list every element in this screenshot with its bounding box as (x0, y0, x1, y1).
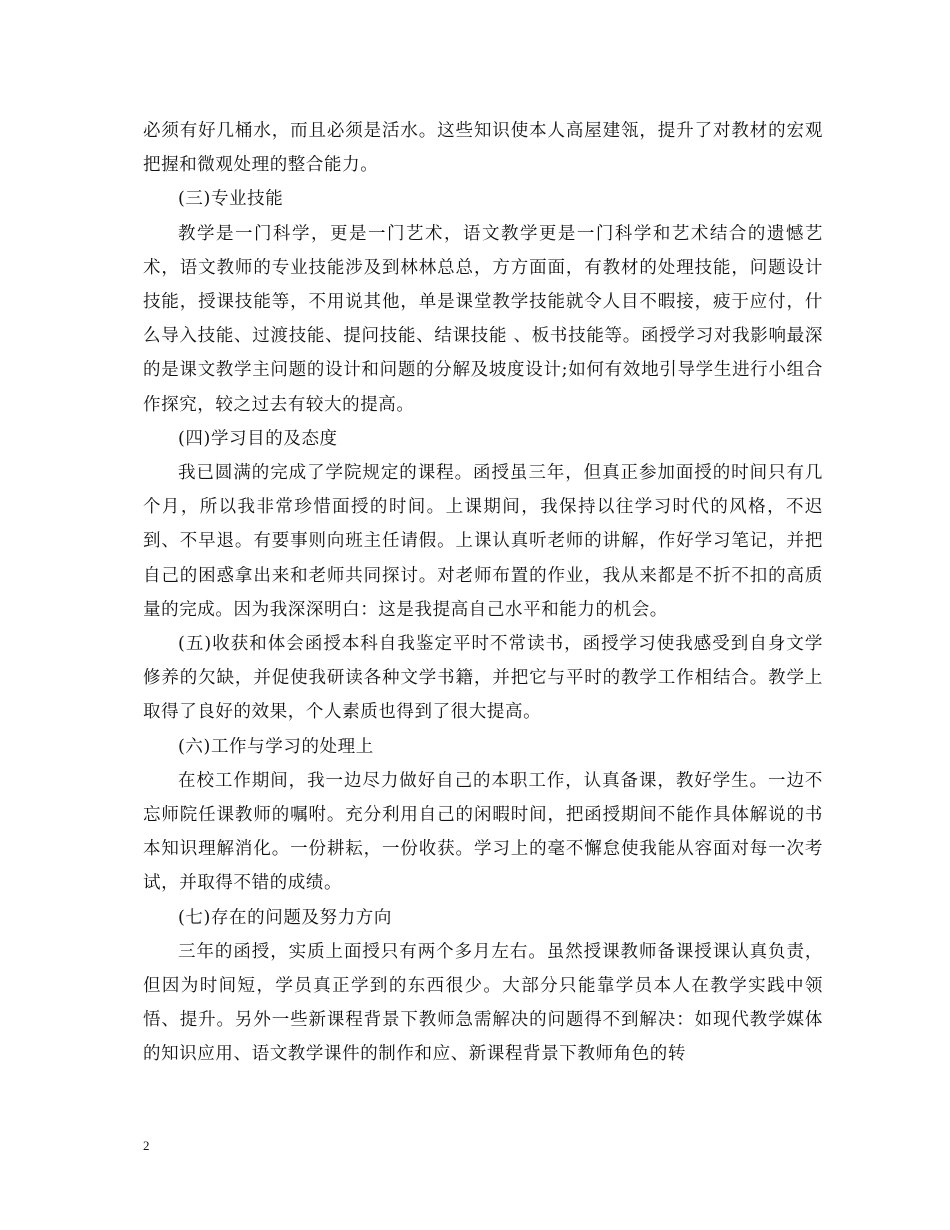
section-heading-work-study: (六)工作与学习的处理上 (178, 736, 374, 757)
paragraph: 教学是一门科学，更是一门艺术，语文教学更是一门科学和艺术结合的遗憾艺术，语文教师的专业技能涉及到林林总总，方方面面，有教材的处理技能，问题设计技能，授课技能等，不用说其他，单是课堂教学技能就令人目不暇接，疲于应付，什么导入技能、过渡技能、提问技能、结课技能 、板书技能等。函授学习对我影响最深的是课文教学主问题的设计和问题的分解及坡度设计;如何有效地引导学生进行小组合作探究，较之过去有较大的提高。 (143, 223, 823, 415)
paragraph-continued: 必须有好几桶水，而且必须是活水。这些知识使本人高屋建瓴，提升了对教材的宏观把握和微观处理的整合能力。 (143, 121, 823, 176)
paragraph: 我已圆满的完成了学院规定的课程。函授虽三年，但真正参加面授的时间只有几个月，所以我非常珍惜面授的时间。上课期间，我保持以往学习时代的风格，不迟到、不早退。有要事则向班主任请假。上课认真听老师的讲解，作好学习笔记，并把自己的困惑拿出来和老师共同探讨。对老师布置的作业，我从来都是不折不扣的高质量的完成。因为我深深明白：这是我提高自己水平和能力的机会。 (143, 463, 823, 620)
page-number: 2 (143, 1138, 150, 1153)
section-heading-problems: (七)存在的问题及努力方向 (178, 907, 392, 928)
paragraph: 在校工作期间，我一边尽力做好自己的本职工作，认真备课，教好学生。一边不忘师院任课教师的嘱咐。充分利用自己的闲暇时间，把函授期间不能作具体解说的书本知识理解消化。一份耕耘，一份收获。学习上的毫不懈怠使我能从容面对每一次考试，并取得不错的成绩。 (143, 770, 823, 894)
paragraph: 三年的函授，实质上面授只有两个多月左右。虽然授课教师备课授课认真负责，但因为时间短，学员真正学到的东西很少。大部分只能靠学员本人在教学实践中领悟、提升。另外一些新课程背景下教师急需解决的问题得不到解决：如现代教学媒体的知识应用、语文教学课件的制作和应、新课程背景下教师角色的转 (143, 941, 823, 1065)
body-text (143, 114, 823, 1072)
section-heading-professional-skills: (三)专业技能 (178, 189, 284, 210)
section-heading-gains: (五)收获和体会函授本科自我鉴定平时不常读书，函授学习使我感受到自身文学修养的欠缺，并促使我研读各种文学书籍，并把它与平时的教学工作相结合。教学上取得了良好的效果，个人素质也得到了很大提高。 (143, 634, 823, 723)
section-heading-study-purpose: (四)学习目的及态度 (178, 428, 338, 449)
